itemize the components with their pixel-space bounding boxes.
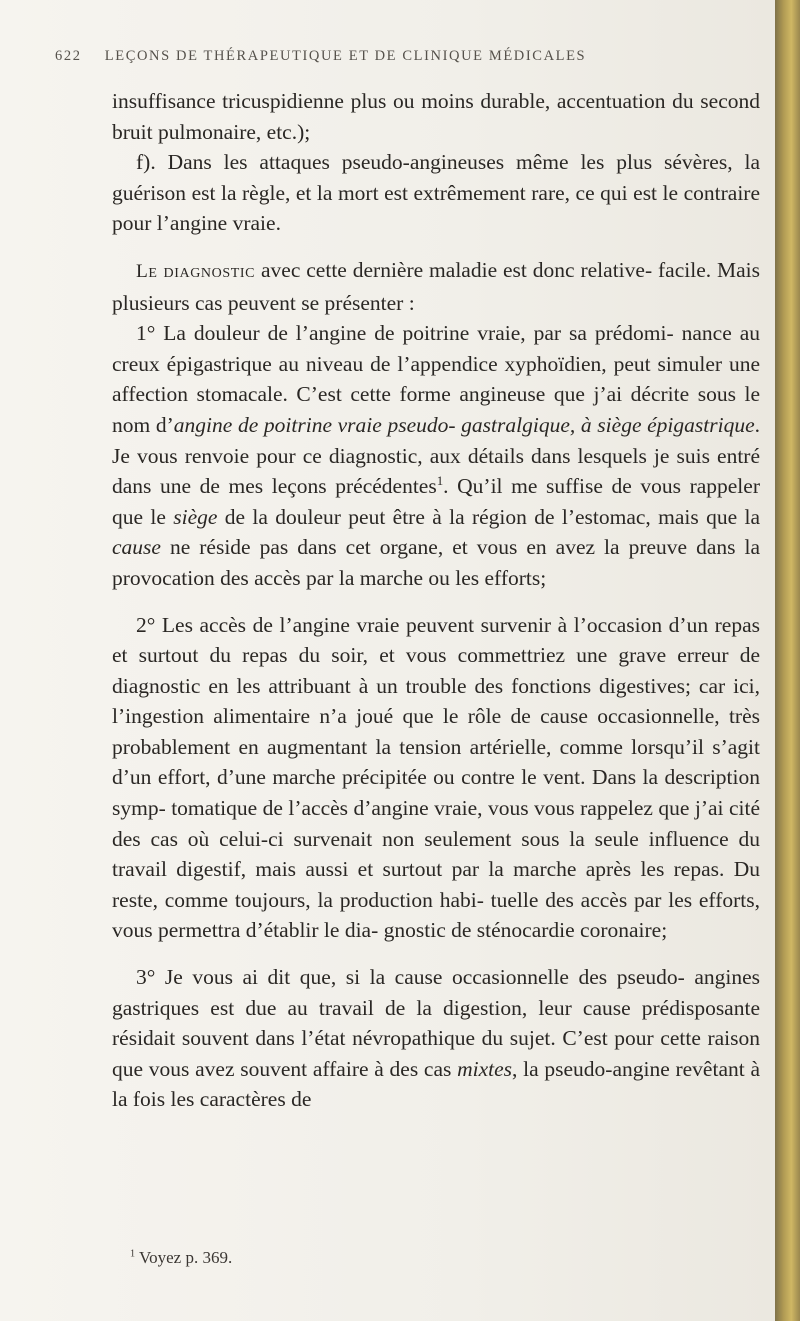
- paragraph-1: insuffisance tricuspidienne plus ou moins durable, accentuation du second bruit pulmonaire, etc.);: [112, 89, 760, 144]
- p4-italic-2: siège: [173, 504, 218, 529]
- p6-part-a: 3° Je vous ai dit que, si la cause occasionnelle des pseudo- angines gastriques est due au travail de la digestion, leur cause prédisposante résidait souvent dans l’état névropathique du sujet. C’est pour cette raison que vous avez souvent affaire à des cas: [112, 965, 760, 1081]
- running-header: [55, 48, 755, 65]
- paragraph-3-text: avec cette dernière maladie est donc relative- facile. Mais plusieurs cas peuvent se présenter :: [112, 257, 761, 315]
- p4-part-a: 1° La douleur de l’angine de poitrine vraie, par sa prédomi- nance au creux épigastrique au niveau de l’appendice xyphoïdien, peut simuler une affection stomacale. C’est cette forme angineuse que j’ai décrite sous le nom d’: [112, 321, 760, 437]
- footnote-reference: 1: [436, 473, 444, 488]
- p6-italic: mixtes: [457, 1056, 513, 1081]
- p4-italic-3: cause: [112, 535, 161, 560]
- p4-italic-1: angine de poitrine vraie pseudo- gastralgique, à siège épigastrique: [173, 412, 755, 437]
- paragraph-2: f). Dans les attaques pseudo-angineuses même les plus sévères, la guérison est la règle, et la mort est extrêmement rare, ce qui est le contraire pour l’angine vraie.: [112, 150, 760, 236]
- p4-part-c: . Qu’il me suffise de vous rappeler que le: [112, 474, 760, 529]
- page-number: 622: [55, 48, 82, 64]
- running-title: LEÇONS DE THÉRAPEUTIQUE ET DE CLINIQUE MÉDICALES: [104, 48, 587, 64]
- p6-part-b: , la pseudo-angine revêtant à la fois les caractères de: [112, 1056, 760, 1112]
- diagnostic-lead: Le diagnostic: [136, 260, 256, 282]
- footnote-marker: 1: [130, 1248, 136, 1260]
- paragraph-4: [112, 318, 760, 593]
- paragraph-3: [112, 255, 760, 318]
- gilt-page-edge: [775, 0, 800, 1321]
- p4-part-b: . Je vous renvoie pour ce diagnostic, aux détails dans lesquels je suis entré dans une de mes leçons précédentes: [112, 412, 761, 499]
- footnote: [130, 1248, 232, 1268]
- paragraph-5: 2° Les accès de l’angine vraie peuvent survenir à l’occasion d’un repas et surtout du repas du soir, et vous commettriez une grave erreur de diagnostic en les attribuant à un trouble des fonctions digestives; car ici, l’ingestion alimentaire n’a joué que le rôle de cause occasionnelle, très probablement en augmentant la tension artérielle, comme lorsqu’il s’agit d’un effort, d’une marche précipitée ou contre le vent. Dans la description symp- tomatique de l’accès d’angine vraie, vous vous rappelez que j’ai cité des cas où celui-ci survenait non seulement sous la seule influence du travail digestif, mais aussi et surtout par la marche après les repas. Du reste, comme toujours, la production habi- tuelle des accès par les efforts, vous permettra d’établir le dia- gnostic de sténocardie coronaire;: [112, 612, 760, 943]
- p4-part-d: de la douleur peut être à la région de l’estomac, mais que la: [217, 504, 760, 529]
- footnote-text: Voyez p. 369.: [139, 1248, 233, 1267]
- paragraph-6: [112, 962, 760, 1115]
- body-text: [112, 86, 760, 1115]
- p4-part-e: ne réside pas dans cet organe, et vous en avez la preuve dans la provocation des accès par la marche ou les efforts;: [112, 535, 760, 590]
